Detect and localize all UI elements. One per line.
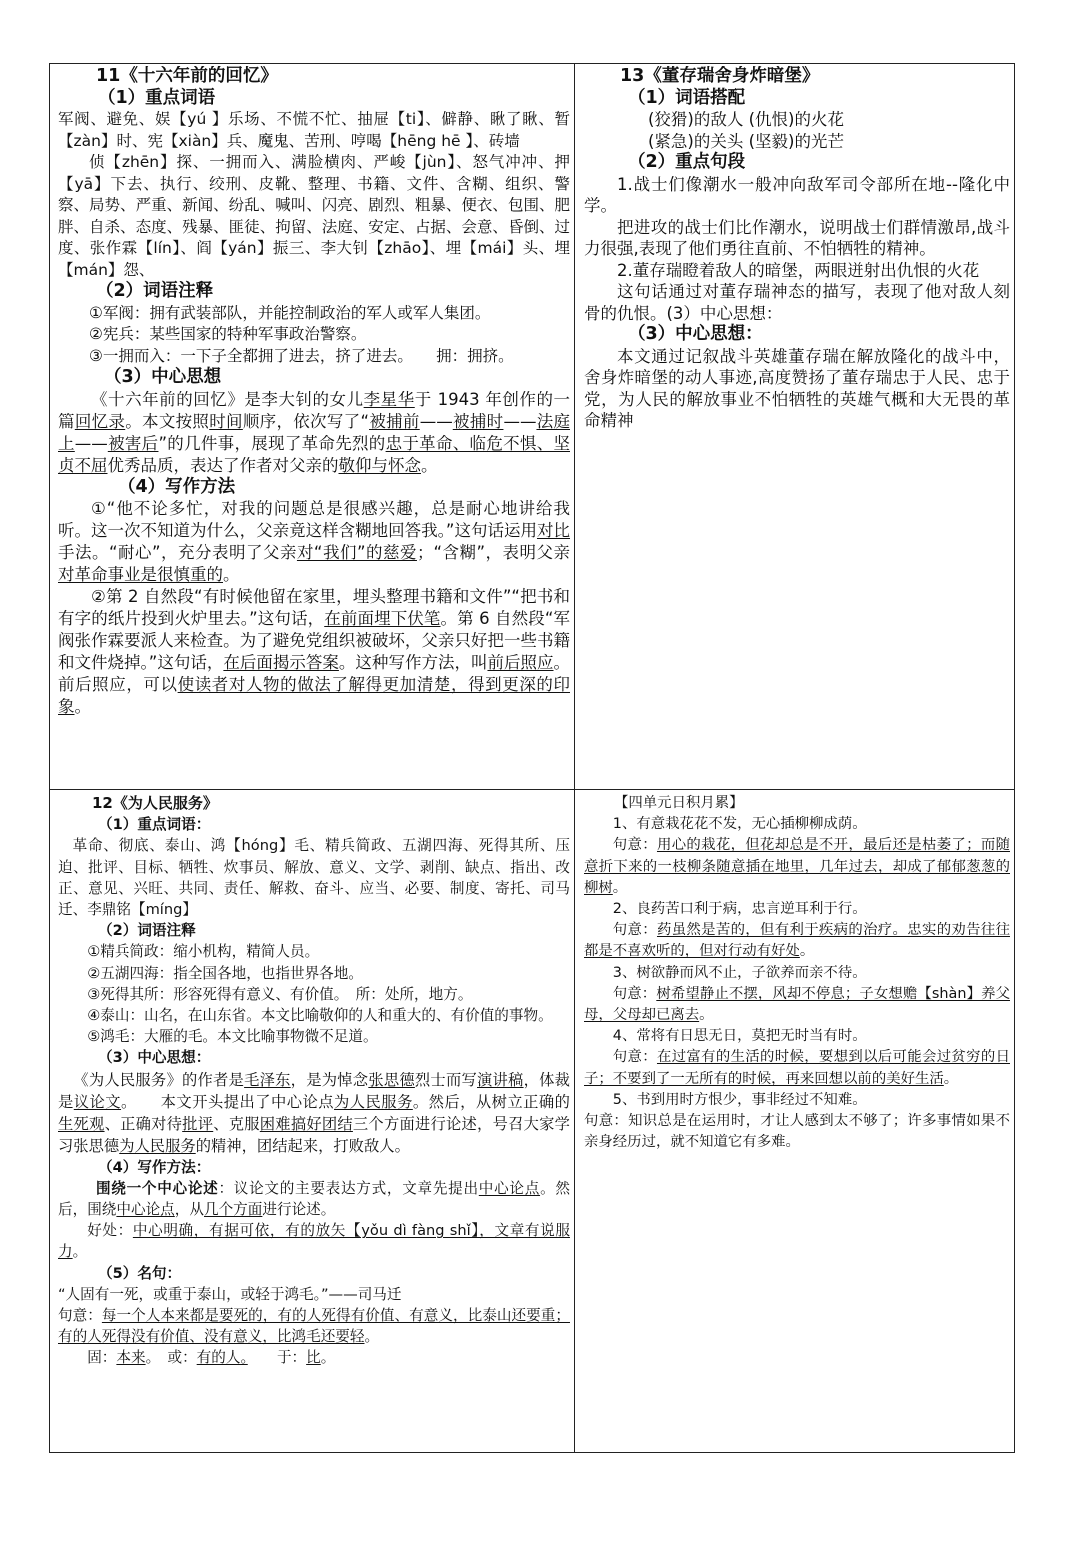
famous-quote-heading: （5）名句： xyxy=(98,1264,182,1282)
proverb: 4、常将有日思无日，莫把无时当有时。 xyxy=(612,1028,867,1045)
proverb: 5、书到用时方恨少，事非经过不知难。 xyxy=(612,1091,867,1108)
key-sentences-heading: （2）重点句段 xyxy=(628,152,746,172)
worksheet-table xyxy=(49,63,1015,1453)
lesson-11-title: 11《十六年前的回忆》 xyxy=(96,66,278,86)
proverb: 3、树欲静而风不止，子欲养而亲不待。 xyxy=(612,964,867,981)
word-note: ①精兵简政：缩小机构，精简人员。 xyxy=(87,943,320,961)
key-sentence-1-explain: 把进攻的战士们比作潮水，说明战士们群情激昂,战斗力很强,表现了他们勇往直前、不怕牺牲的精神。 xyxy=(584,217,1010,258)
proverb-meaning: 句意：用心的栽花，但花却总是不开，最后还是枯萎了；而随意折下来的一枝柳条随意插在地里，几年过去，却成了郁郁葱葱的柳树。 xyxy=(584,837,1010,896)
key-sentence-2-explain: 这句话通过对董存瑞神态的描写，表现了他对敌人刻骨的仇恨。(3）中心思想： xyxy=(584,282,1010,323)
proverb-meaning: 句意：知识总是在运用时，才让人感到太不够了；许多事情如果不亲身经历过，就不知道它有多难。 xyxy=(584,1113,1010,1151)
word-note: ⑤鸿毛：大雁的毛。本文比喻事物微不足道。 xyxy=(87,1028,378,1046)
word-note: ①军阀：拥有武装部队，并能控制政治的军人或军人集团。 xyxy=(89,303,491,322)
key-words-heading: （1）重点词语 xyxy=(98,87,216,108)
collocation-line: (狡猾)的敌人 (仇恨)的火花 xyxy=(648,110,844,129)
writing-method-heading: （4）写作方法 xyxy=(118,476,236,497)
collocation-heading: （1）词语搭配 xyxy=(628,87,746,108)
collocation-line: (紧急)的关头 (坚毅)的光芒 xyxy=(648,131,844,151)
proverb-meaning: 句意：药虽然是苦的，但有利于疾病的治疗。忠实的劝告往往都是不喜欢听的，但对行动有好处。 xyxy=(584,922,1010,960)
lesson-11-cell xyxy=(58,66,570,786)
word-notes-heading: （2）词语注释 xyxy=(98,922,196,940)
unit-4-title: 【四单元日积月累】 xyxy=(614,795,744,811)
word-note: ②五湖四海：指全国各地，也指世界各地。 xyxy=(87,964,363,982)
word-note: ④泰山：山名，在山东省。本文比喻敬仰的人和重大的、有价值的事物。 xyxy=(87,1007,553,1025)
key-sentence-2: 2.董存瑞瞪着敌人的暗堡，两眼迸射出仇恨的火花 xyxy=(617,260,980,280)
key-words-text: 军阀、避免、娱【yú 】乐场、不慌不忙、抽屉【ti】、僻静、瞅了瞅、暂【zàn】时、宪【xiàn】兵、魔鬼、苦刑、哼喝【hēng hē 】、砖墙 xyxy=(58,110,570,150)
central-idea-heading: （3）中心思想： xyxy=(628,324,763,344)
writing-benefit-text: 好处：中心明确，有据可依，有的放矢【yǒu dì fàng shǐ】，文章有说服力。 xyxy=(58,1222,570,1261)
proverb-meaning: 句意：树希望静止不摆，风却不停息；子女想赡【shàn】养父母，父母却已离去。 xyxy=(584,985,1010,1024)
proverb: 2、良药苦口利于病，忠言逆耳利于行。 xyxy=(612,901,867,918)
lesson-13-title: 13《董存瑞舍身炸暗堡》 xyxy=(620,66,820,86)
proverb-meaning: 句意：在过富有的生活的时候，要想到以后可能会过贫穷的日子；不要到了一无所有的时候，再来回想以前的美好生活。 xyxy=(584,1049,1010,1087)
word-note: ③一拥而入：一下子全都拥了进去，挤了进去。 拥：拥挤。 xyxy=(89,346,514,365)
writing-method-text: 围绕一个中心论述：议论文的主要表达方式，文章先提出中心论点。然后，围绕中心论点，从几个方面进行论述。 xyxy=(58,1179,570,1219)
word-glosses: 固：本来。 或：有的人。 于：比。 xyxy=(87,1349,336,1367)
row-divider xyxy=(50,789,1014,790)
writing-method-text-2: ②第 2 自然段“有时候他留在家里，埋头整理书籍和文件”“把书和有字的纸片投到火炉里去。”这句话，在前面埋下伏笔。第 6 自然段“军阀张作霖要派人来检查。为了避免党组织被破坏，父亲只好把一些书籍和文件烧掉。”这句话，在后面揭示答案。这种写作方法，叫前后照应。前后照应，可以使读者对人物的做法了解得更加清楚，得到更深的印象。 xyxy=(58,587,570,716)
word-notes-heading: （2）词语注释 xyxy=(96,281,214,301)
lesson-13-cell xyxy=(584,66,1010,786)
writing-method-text-1: ①“他不论多忙，对我的问题总是很感兴趣，总是耐心地讲给我听。这一次不知道为什么，父亲竟这样含糊地回答我。”这句话运用对比手法。“耐心”，充分表明了父亲对“我们”的慈爱；“含糊”，表明父亲对革命事业是很慎重的。 xyxy=(58,499,570,584)
key-words-heading: （1）重点词语： xyxy=(98,816,211,834)
famous-quote: “人固有一死，或重于泰山，或轻于鸿毛。”——司马迁 xyxy=(58,1285,402,1303)
central-idea-heading: （3）中心思想 xyxy=(104,367,222,387)
central-idea-text: 《为人民服务》的作者是毛泽东，是为悼念张思德烈士而写演讲稿，体裁是议论文。 本文开头提出了中心论点为人民服务。然后，从树立正确的生死观、正确对待批评、克服困难搞好团结三个方面进行论述，号召大家学习张思德为人民服务的精神，团结起来，打败敌人。 xyxy=(58,1070,570,1155)
key-sentence-1: 1.战士们像潮水一般冲向敌军司令部所在地--隆化中学。 xyxy=(584,174,1010,215)
central-idea-heading: （3）中心思想： xyxy=(98,1049,211,1067)
central-idea-text: 本文通过记叙战斗英雄董存瑞在解放隆化的战斗中，舍身炸暗堡的动人事迹,高度赞扬了董存瑞忠于人民、忠于党，为人民的解放事业不怕牺牲的英雄气概和大无畏的革命精神 xyxy=(584,346,1010,430)
word-note: ②宪兵：某些国家的特种军事政治警察。 xyxy=(89,325,367,343)
column-divider xyxy=(574,64,575,1452)
key-words-text: 革命、彻底、泰山、鸿【hóng】毛、精兵简政、五湖四海、死得其所、压迫、批评、目标、牺牲、炊事员、解放、意义、文学、剥削、缺点、指出、改正、意见、兴旺、共同、责任、解救、奋斗、应当、必要、制度、寄托、司马迁、李鼎铭【míng】 xyxy=(58,837,570,919)
key-words-text-2: 侦【zhēn】探、一拥而入、满脸横肉、严峻【jùn】、怒气冲冲、押【yā】下去、执行、绞刑、皮靴、整理、书籍、文件、含糊、组织、警察、局势、严重、新闻、纷乱、喊叫、闪亮、剧烈、粗暴、便衣、包围、肥胖、自杀、态度、残暴、匪徒、拘留、法庭、安定、占据、会意、昏倒、过度、张作霖【lín】、阎【yán】振三、李大钊【zhāo】、埋【mái】头、埋【mán】怨、 xyxy=(58,153,570,279)
lesson-12-title: 12《为人民服务》 xyxy=(92,794,218,812)
proverb: 1、有意栽花花不发，无心插柳柳成荫。 xyxy=(612,816,867,833)
central-idea-text: 《十六年前的回忆》是李大钊的女儿李星华于 1943 年创作的一篇回忆录。本文按照时间顺序，依次写了“被捕前——被捕时——法庭上——被害后”的几件事，展现了革命先烈的忠于革命、临危不惧、坚贞不屈优秀品质，表达了作者对父亲的敬仰与怀念。 xyxy=(58,389,570,475)
writing-method-heading: （4）写作方法： xyxy=(98,1158,211,1176)
quote-meaning: 句意：每一个人本来都是要死的，有的人死得有价值、有意义，比泰山还要重；有的人死得没有价值、没有意义，比鸿毛还要轻。 xyxy=(58,1307,570,1346)
word-note: ③死得其所：形容死得有意义、有价值。 所：处所，地方。 xyxy=(87,985,473,1003)
lesson-12-cell xyxy=(58,793,570,1448)
unit-4-accumulation-cell xyxy=(584,793,1010,1448)
